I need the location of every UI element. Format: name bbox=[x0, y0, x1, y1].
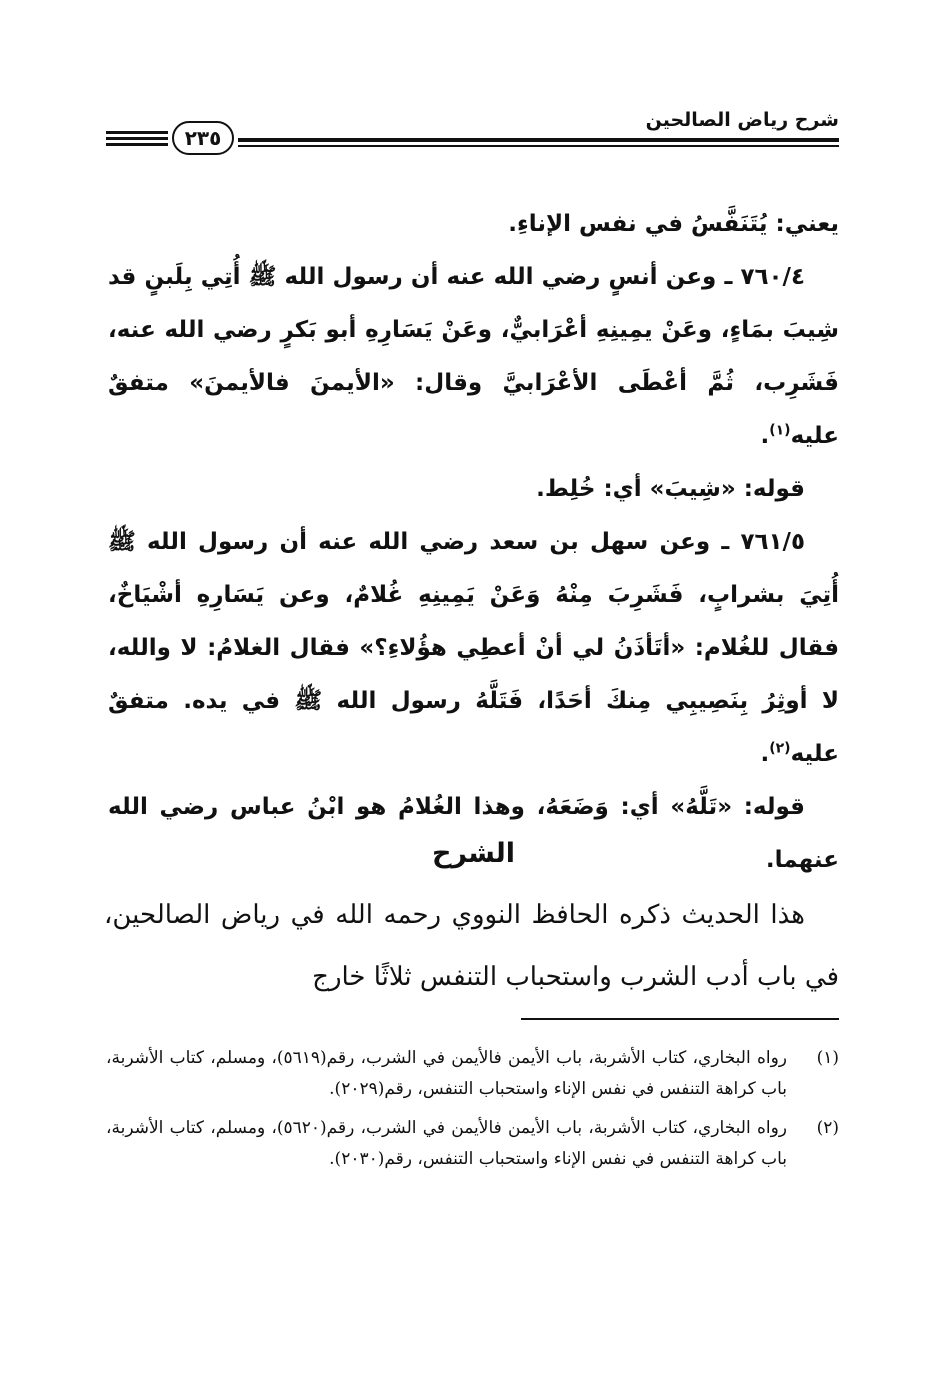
footnote-number: (١) bbox=[816, 1048, 839, 1068]
header-rule-bar bbox=[106, 137, 168, 140]
hadith-760-text: ٧٦٠/٤ ـ وعن أنسٍ رضي الله عنه أن رسول الله ﷺ أُتِي بِلَبنٍ قد شِيبَ بمَاءٍ، وعَنْ يمِينِهِ أعْرَابيٌّ، وعَنْ يَسَارِهِ أبو بَكرٍ رضي الله عنه، فَشَرِب، ثُمَّ أعْطَى الأعْرَابيَّ وقال: «الأيمنَ فالأيمنَ» متفقٌ عليه bbox=[108, 264, 839, 449]
page-number: ٢٣٥ bbox=[172, 121, 234, 155]
hadith-text bbox=[108, 198, 839, 887]
hadith-761-text: ٧٦١/٥ ـ وعن سهل بن سعد رضي الله عنه أن رسول الله ﷺ أُتِيَ بشرابٍ، فَشَرِبَ مِنْهُ وَعَنْ يَمِينِهِ غُلامٌ، وعن يَسَارِهِ أشْيَاخٌ، فقال للغُلام: «أتَأذَنُ لي أنْ أعطِي هؤُلاءِ؟» فقال الغلامُ: لا والله، لا أوثِرُ بِنَصِيبِي مِنكَ أحَدًا، فَتَلَّهُ رسول الله ﷺ في يده. متفقٌ عليه bbox=[108, 529, 839, 767]
footnotes bbox=[106, 1043, 839, 1183]
hadith-760 bbox=[108, 251, 839, 463]
hadith-761-end: . bbox=[760, 741, 770, 767]
header-rule-short bbox=[106, 131, 168, 149]
footnote-number: (٢) bbox=[816, 1118, 839, 1138]
commentary-paragraph: هذا الحديث ذكره الحافظ النووي رحمه الله في رياض الصالحين، في باب أدب الشرب واستحباب التنفس ثلاثًا خارج bbox=[104, 900, 839, 992]
footnote-text: رواه البخاري، كتاب الأشربة، باب الأيمن فالأيمن في الشرب، رقم(٥٦٢٠)، ومسلم، كتاب الأشربة، باب كراهة التنفس في نفس الإناء واستحباب التنفس، رقم(٢٠٣٠). bbox=[106, 1118, 787, 1169]
footnote-1 bbox=[106, 1043, 839, 1105]
paragraph-explanation-3: قوله: «تَلَّهُ» أي: وَضَعَهُ، وهذا الغُلامُ هو ابْنُ عباس رضي الله عنهما. bbox=[108, 794, 839, 873]
footnote-2 bbox=[106, 1113, 839, 1175]
footnote-text: رواه البخاري، كتاب الأشربة، باب الأيمن فالأيمن في الشرب، رقم(٥٦١٩)، ومسلم، كتاب الأشربة، باب كراهة التنفس في نفس الإناء واستحباب التنفس، رقم(٢٠٢٩). bbox=[106, 1048, 787, 1099]
footnote-ref-2[interactable]: (٢) bbox=[769, 740, 791, 757]
hadith-760-end: . bbox=[760, 423, 770, 449]
running-title: شرح رياض الصالحين bbox=[645, 109, 839, 131]
footnote-ref-1[interactable]: (١) bbox=[769, 422, 791, 439]
header-rule-bar bbox=[106, 131, 168, 134]
header-rule bbox=[238, 138, 839, 147]
header-rule-bar bbox=[106, 143, 168, 146]
section-heading: الشرح bbox=[431, 838, 516, 869]
hadith-761 bbox=[108, 516, 839, 781]
footnote-separator bbox=[521, 1018, 839, 1020]
paragraph-explanation-2: قوله: «شِيبَ» أي: خُلِط. bbox=[536, 476, 805, 502]
commentary bbox=[104, 884, 839, 1008]
paragraph-explanation-1: يعني: يُتَنَفَّسُ في نفس الإناءِ. bbox=[508, 211, 839, 237]
